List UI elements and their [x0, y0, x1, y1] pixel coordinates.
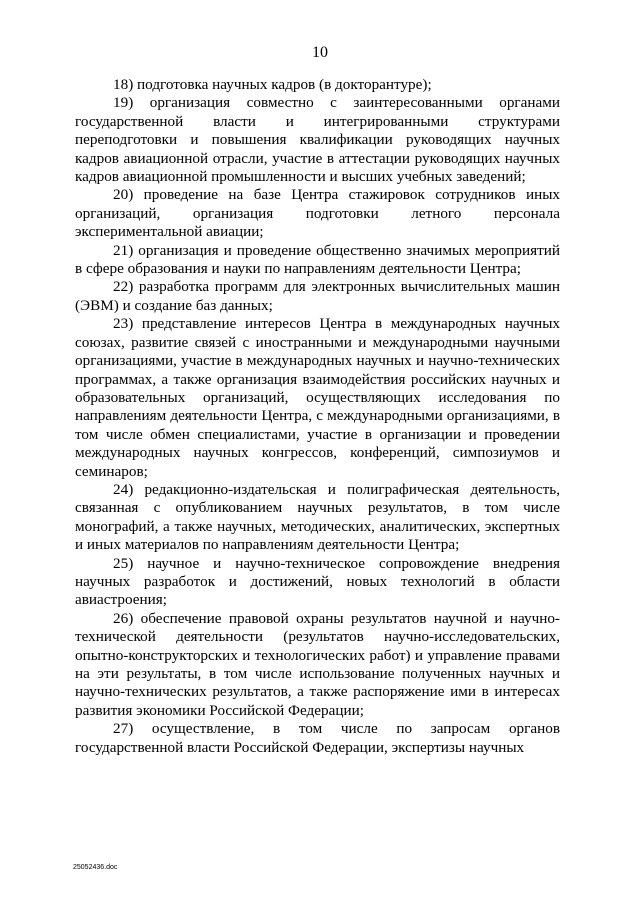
paragraph-item-27: 27) осуществление, в том числе по запросам органов государственной власти Российской Федерации, экспертизы научных [75, 720, 560, 756]
paragraph-item-18: 18) подготовка научных кадров (в докторантуре); [113, 76, 432, 93]
paragraph-item-21: 21) организация и проведение общественно значимых мероприятий в сфере образования и науки по направлениям деятельности Центра; [75, 241, 560, 278]
page-number: 10 [312, 44, 328, 61]
paragraph-item-22: 22) разработка программ для электронных вычислительных машин (ЭВМ) и создание баз данных; [75, 278, 560, 314]
paragraph-item-26: 26) обеспечение правовой охраны результатов научной и научно-технической деятельности (результатов научно-исследовательских, опытно-конструкторских и технологических работ) и управление правами на эти результаты, в том числе использование полученных научных и научно-технических результатов, а также распоряжение ими в интересах развития экономики Российской Федерации; [75, 609, 560, 719]
document-filename: 25052436.doc [73, 864, 118, 871]
paragraph-item-20: 20) проведение на базе Центра стажировок сотрудников иных организаций, организация подготовки летного персонала экспериментальной авиации; [75, 186, 560, 241]
paragraph-item-19: 19) организация совместно с заинтересованными органами государственной власти и интегрированными структурами переподготовки и повышения квалификации руководящих научных кадров авиационной отрасли, участие в аттестации руководящих научных кадров авиационной промышленности и высших учебных заведений; [75, 94, 560, 186]
paragraph-item-23: 23) представление интересов Центра в международных научных союзах, развитие связей с иностранными и международными научными организациями, участие в международных научных и научно-технических программах, а также организация взаимодействия российских научных и образовательных организаций, осуществляющих исследования по направлениям деятельности Центра, с международными организациями, в том числе обмен специалистами, участие в организации и проведении международных научных конгрессов, конференций, симпозиумов и семинаров; [75, 315, 560, 480]
document-body [75, 76, 560, 757]
paragraph-item-25: 25) научное и научно-техническое сопровождение внедрения научных разработок и достижений, новых технологий в области авиастроения; [75, 554, 560, 609]
paragraph-item-24: 24) редакционно-издательская и полиграфическая деятельность, связанная с опубликованием научных результатов, в том числе монографий, а также научных, методических, аналитических, экспертных и иных материалов по направлениям деятельности Центра; [75, 480, 560, 554]
